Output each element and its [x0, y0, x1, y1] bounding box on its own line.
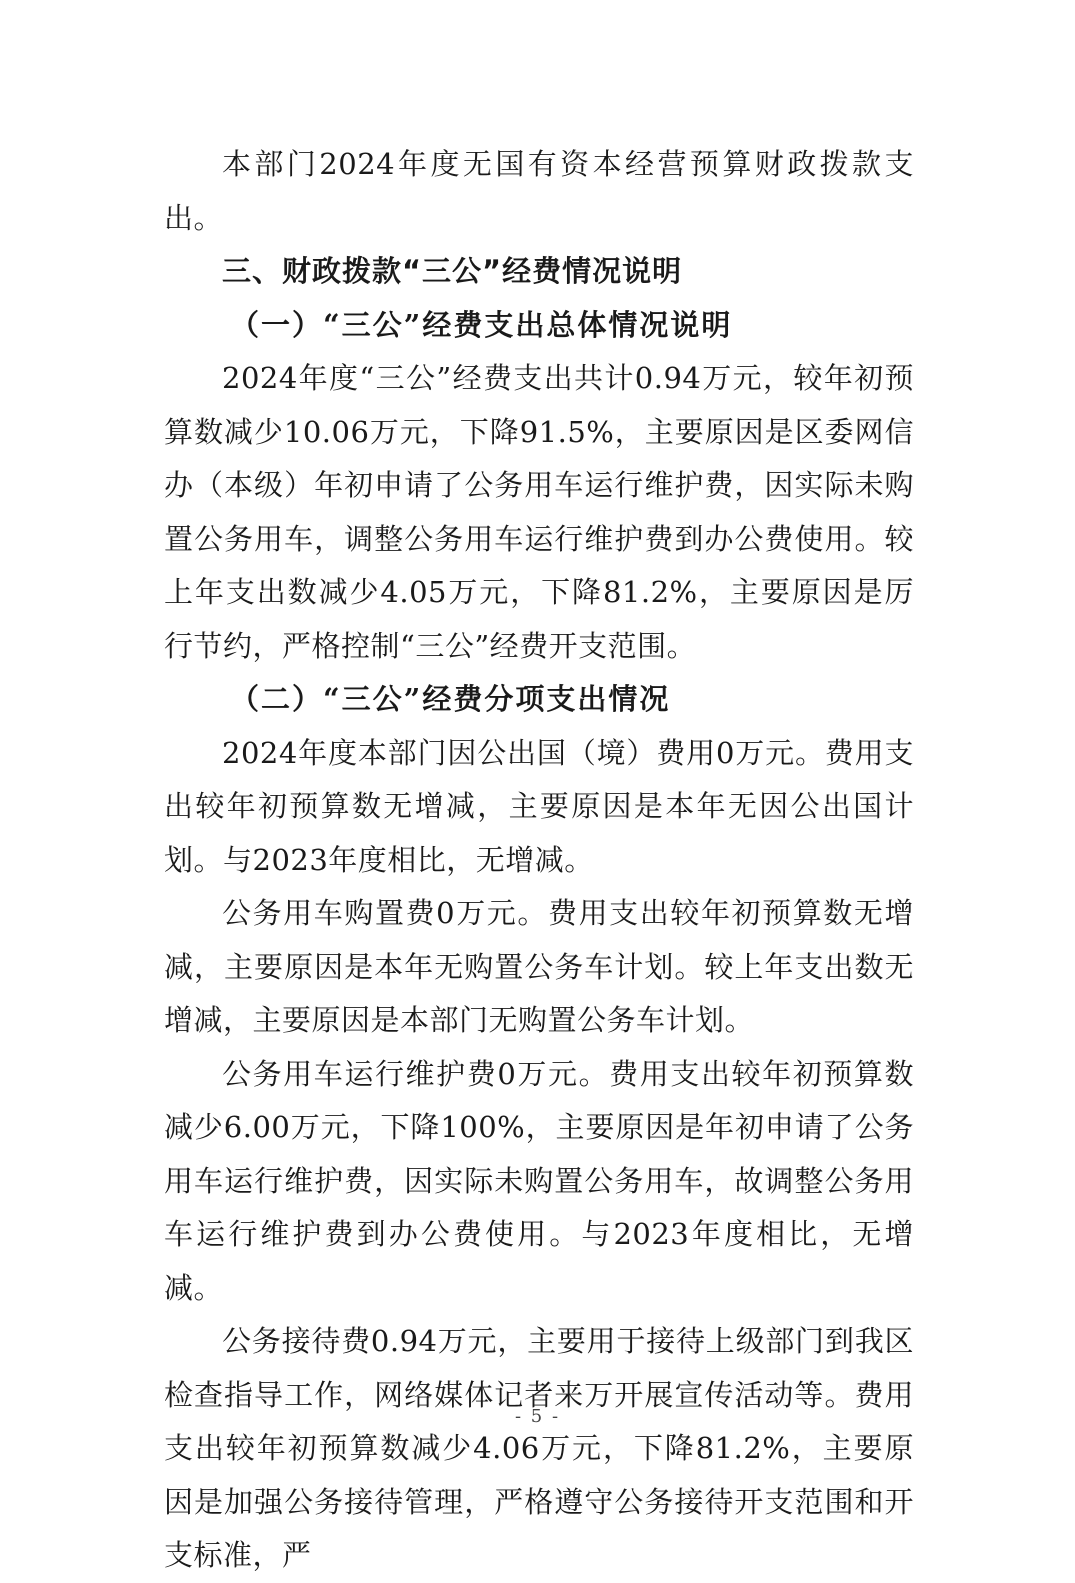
paragraph-vehicle-maintenance: 公务用车运行维护费0万元。费用支出较年初预算数减少6.00万元，下降100%，主要原因是年初申请了公务用车运行维护费，因实际未购置公务用车，故调整公务用车运行维护费到办公费使用。与2023年度相比，无增减。	[164, 1056, 914, 1305]
document-body	[164, 138, 914, 1583]
paragraph-abroad: 2024年度本部门因公出国（境）费用0万元。费用支出较年初预算数无增减，主要原因是本年无因公出国计划。与2023年度相比，无增减。	[164, 735, 914, 877]
paragraph-vehicle-purchase: 公务用车购置费0万元。费用支出较年初预算数无增减，主要原因是本年无购置公务车计划。较上年支出数无增减，主要原因是本部门无购置公务车计划。	[164, 896, 914, 1037]
subsection-heading-1: （一）“三公”经费支出总体情况说明	[230, 307, 733, 342]
paragraph-intro: 本部门2024年度无国有资本经营预算财政拨款支出。	[164, 147, 914, 235]
paragraph-total: 2024年度“三公”经费支出共计0.94万元，较年初预算数减少10.06万元，下降91.5%，主要原因是区委网信办（本级）年初申请了公务用车运行维护费，因实际未购置公务用车，调整公务用车运行维护费到办公费使用。较上年支出数减少4.05万元，下降81.2%，主要原因是厉行节约，严格控制“三公”经费开支范围。	[164, 361, 914, 663]
section-heading-3: 三、财政拨款“三公”经费情况说明	[222, 254, 683, 288]
subsection-heading-2: （二）“三公”经费分项支出情况	[230, 682, 671, 716]
paragraph-reception: 公务接待费0.94万元，主要用于接待上级部门到我区检查指导工作，网络媒体记者来万开展宣传活动等。费用支出较年初预算数减少4.06万元，下降81.2%，主要原因是加强公务接待管理，严格遵守公务接待开支范围和开支标准，严	[164, 1324, 914, 1572]
page-number: - 5 -	[514, 1406, 561, 1427]
